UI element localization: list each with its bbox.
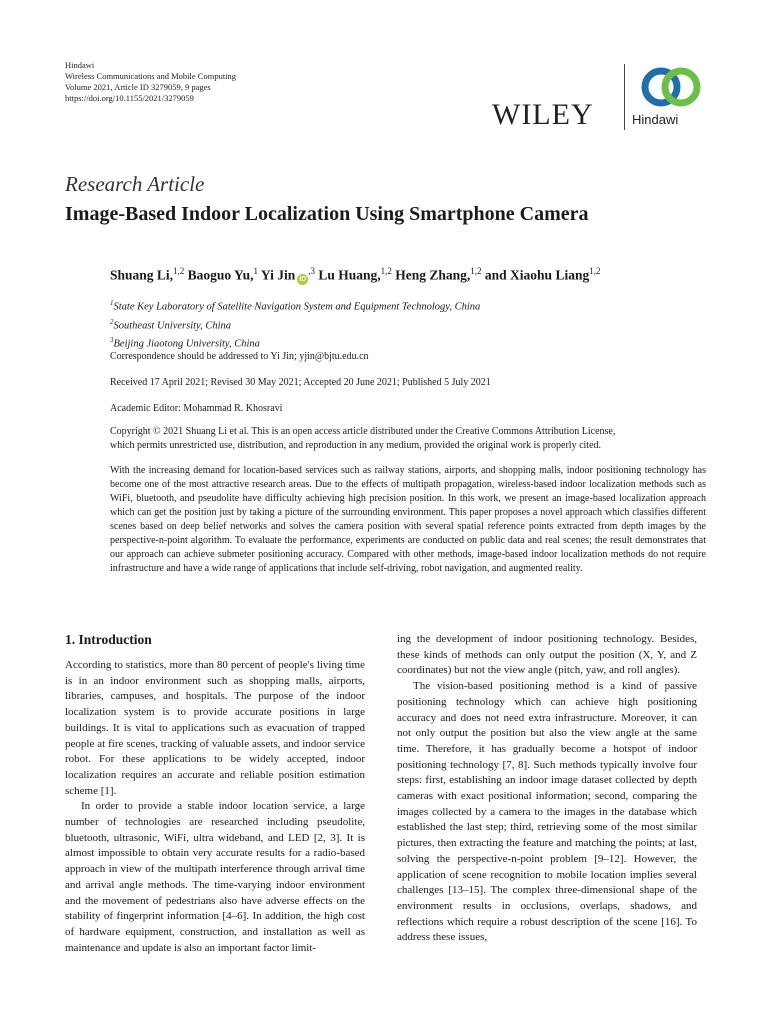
- author-name: and Xiaohu Liang: [484, 267, 590, 283]
- author-name: Lu Huang,: [318, 267, 381, 283]
- article-type: Research Article: [65, 172, 205, 196]
- author-affil-sup: 1,2: [470, 266, 482, 276]
- affiliation-item: [110, 333, 480, 352]
- body-paragraph: The vision-based positioning method is a kind of passive positioning technology which can achieve high positioning accuracy and does not need extra infrastructure. Moreover, it can not only output the position but also the view angle at the same time. Therefore, it has gradually become a hotspot of indoor positioning technology [7, 8]. Such methods typically involve four steps: first, establishing an indoor image dataset collected by depth cameras with exact positional information; second, comparing the images collected by a camera to the images in the database which established the last step; third, retrieving some of the most similar pictures, then extracting the feature and matching the points; at last, solving the perspective-n-point problem [9–12]. However, the application of scene recognition to mobile location implies several challenges [13–15]. The complex three-dimensional shape of the environment results in occlusions, overlaps, shadows, and reflections which require a robust description of the scene [16]. To address these issues,: [397, 680, 697, 944]
- affiliation-item: [110, 315, 480, 334]
- author-list: [110, 266, 600, 285]
- affiliation-sup: 1: [110, 299, 114, 307]
- affiliation-text: Southeast University, China: [113, 320, 232, 331]
- paper-title: Image-Based Indoor Localization Using Smartphone Camera: [65, 203, 589, 225]
- body-column-left: [65, 632, 365, 956]
- affiliation-item: [110, 296, 480, 315]
- author-name: Shuang Li,: [110, 267, 174, 283]
- affiliation-sup: 2: [110, 317, 114, 326]
- abstract: With the increasing demand for location-based services such as railway stations, airports, and shopping malls, indoor positioning technology has become one of the most attractive research areas. Due to the effects of multipath propagation, wireless-based indoor localization methods such as WiFi, bluetooth, and pseudolite have difficulty achieving high precision position. In this work, we present an image-based localization approach which can get the position just by taking a picture of the surrounding environment. This paper proposes a novel approach which classifies different scenes based on deep belief networks and solves the camera position with several spatial reference points extracted from depth images by the perspective-n-point algorithm. To evaluate the performance, experiments are conducted on public data and real scenes; the result demonstrates that our approach can achieve submeter positioning accuracy. Compared with other methods, image-based indoor localization methods do not require infrastructure and have a wide range of applications that include self-driving, robot navigation, and augmented reality.: [110, 465, 706, 574]
- volume-info: Volume 2021, Article ID 3279059, 9 pages: [65, 82, 211, 92]
- correspondence: Correspondence should be addressed to Yi Jin; yjin@bjtu.edu.cn: [110, 351, 369, 362]
- section-heading: 1. Introduction: [65, 632, 152, 647]
- author-name: Baoguo Yu,: [187, 267, 254, 283]
- publication-dates: Received 17 April 2021; Revised 30 May 2021; Accepted 20 June 2021; Published 5 July 2021: [110, 377, 491, 388]
- copyright-line: Copyright © 2021 Shuang Li et al. This is an open access article distributed under the Creative Commons Attribution License,: [110, 426, 616, 437]
- body-paragraph: According to statistics, more than 80 percent of people's living time is in an indoor environment such as shopping malls, airports, libraries, campuses, and hospitals. The purpose of the indoor localization system is to provide accurate positions in large buildings. It is vital to applications such as evacuation of trapped people at fire scenes, tracking of valuable assets, and indoor service robot. For these applications to be widely accepted, indoor localization requires an accurate and reliable position estimation scheme [1].: [65, 659, 365, 797]
- affiliations: [110, 296, 480, 352]
- journal-meta: [65, 60, 236, 104]
- author-name: Heng Zhang,: [395, 267, 471, 283]
- copyright-line: which permits unrestricted use, distribution, and reproduction in any medium, provided the original work is properly cited.: [110, 440, 602, 451]
- copyright-notice: [110, 425, 615, 453]
- logo-divider: [624, 64, 625, 130]
- orcid-icon[interactable]: iD: [299, 275, 307, 283]
- author-affil-sup: 1,2: [380, 266, 392, 276]
- author-affil-sup: ,3: [308, 266, 315, 276]
- publisher-name: Hindawi: [65, 60, 95, 70]
- hindawi-rings-icon: [636, 64, 706, 110]
- affiliation-sup: 3: [110, 336, 114, 344]
- affiliation-text: Beijing Jiaotong University, China: [113, 338, 260, 350]
- author-affil-sup: 1: [253, 266, 258, 276]
- journal-name: Wireless Communications and Mobile Computing: [65, 71, 237, 81]
- body-column-right: [397, 632, 697, 946]
- author-name: Yi Jin: [260, 267, 296, 283]
- body-paragraph: ing the development of indoor positioning technology. Besides, these kinds of methods can only output the position (X, Y, and Z coordinates) but not the view angle (pitch, yaw, and roll angles).: [397, 633, 697, 677]
- author-affil-sup: 1,2: [173, 266, 185, 276]
- wiley-logo: WILEY: [492, 98, 594, 131]
- academic-editor: Academic Editor: Mohammad R. Khosravi: [110, 403, 283, 414]
- affiliation-text: State Key Laboratory of Satellite Navigation System and Equipment Technology, China: [113, 301, 481, 313]
- hindawi-logo-text: Hindawi: [632, 112, 679, 127]
- author-affil-sup: 1,2: [589, 266, 601, 276]
- body-paragraph: In order to provide a stable indoor location service, a large number of technologies are researched including pseudolite, bluetooth, ultrasonic, WiFi, ultra wideband, and LED [2, 3]. It is almost impossible to obtain very accurate results for a radio-based approach in view of the multipath interference through arrival time and arrival angle methods. The time-varying indoor environment and the movement of pedestrians also have adverse effects on the stability of fingerprint information [4–6]. In addition, the high cost of hardware equipment, construction, and installation as well as maintenance and update is also an important factor limit-: [65, 800, 365, 954]
- doi-link[interactable]: https://doi.org/10.1155/2021/3279059: [65, 93, 194, 103]
